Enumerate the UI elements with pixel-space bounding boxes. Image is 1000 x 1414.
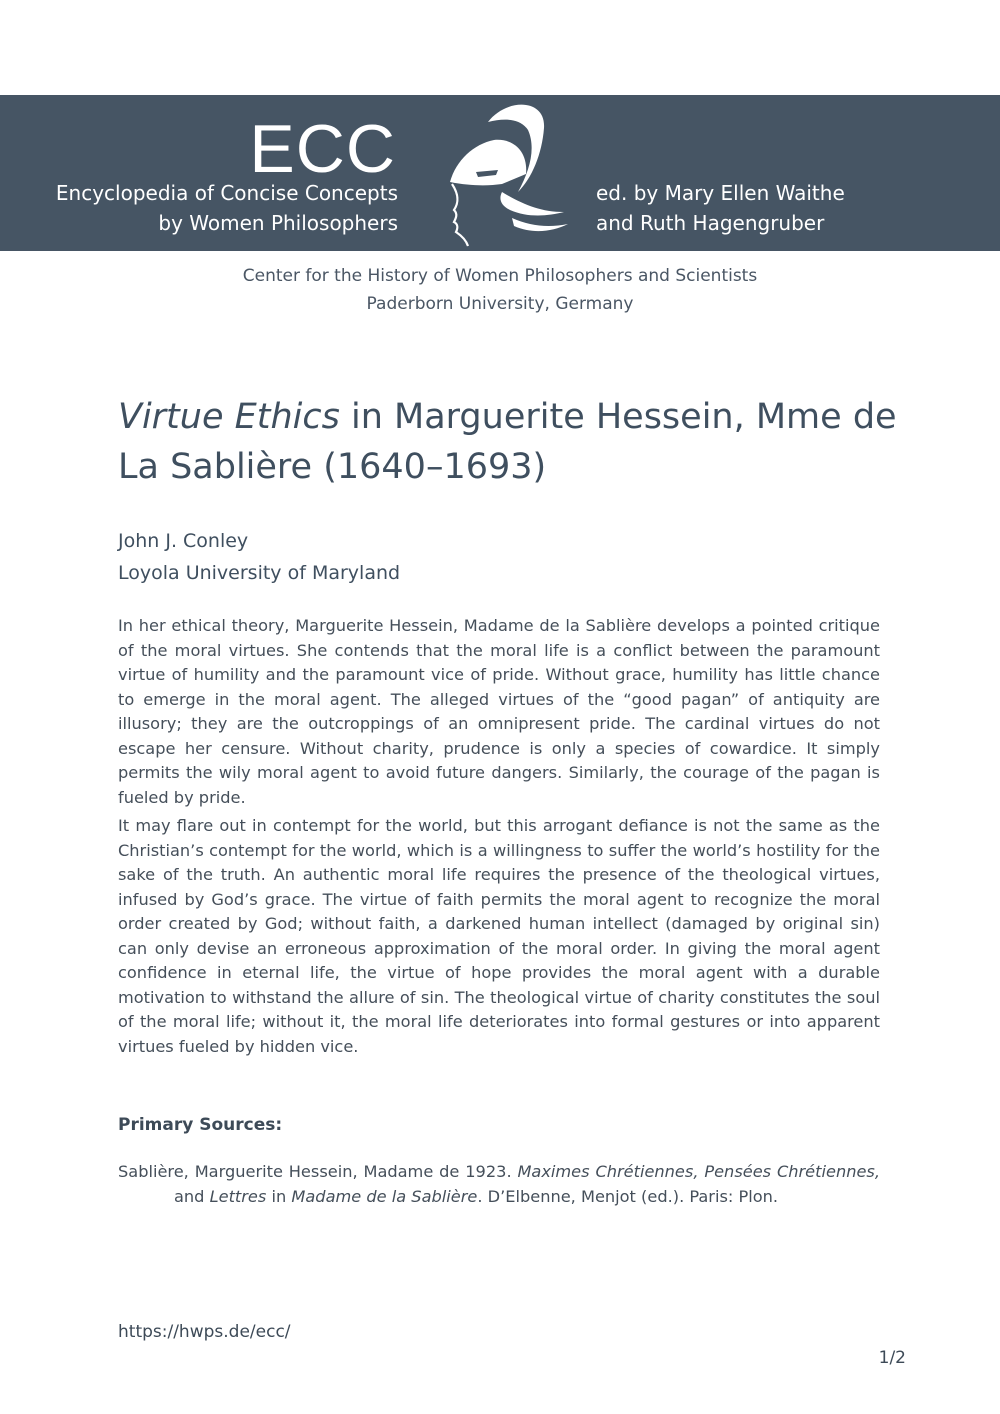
institution-location: Paderborn University, Germany	[366, 294, 634, 314]
page-number: 1/2	[878, 1348, 906, 1368]
editors	[596, 178, 845, 238]
editors-line-2: and Ruth Hagengruber	[596, 211, 825, 235]
title-rest: in Marguerite Hessein, Mme de La Sablière (1640–1693)	[118, 397, 897, 487]
ecc-logo-text: ECC	[249, 111, 396, 187]
subtitle-line-1: Encyclopedia of Concise Concepts	[55, 181, 398, 205]
ref-in: in	[266, 1186, 292, 1206]
body-paragraph-2: It may flare out in contempt for the world, but this arrogant defiance is not the same as the Christian’s contempt for the world, which is a willingness to suffer the world’s hostility for the sake of the truth. An authentic moral life requires the presence of the theological virtues, infused by God’s grace. The virtue of faith permits the moral agent to recognize the moral order created by God; without faith, a darkened human intellect (damaged by original sin) can only devise an erroneous approximation of the moral order. In giving the moral agent confidence in eternal life, the virtue of hope provides the moral agent with a durable motivation to withstand the allure of sin. The theological virtue of charity constitutes the soul of the moral life; without it, the moral life deteriorates into formal gestures or into apparent virtues fueled by hidden vice.	[118, 816, 880, 1056]
ref-and: and	[174, 1186, 210, 1206]
footer-url-link[interactable]: https://hwps.de/ecc/	[118, 1322, 291, 1342]
institution-name: Center for the History of Women Philosophers and Scientists	[242, 266, 758, 286]
ref-author: Sablière, Marguerite Hessein, Madame de 1923.	[118, 1162, 518, 1181]
athena-helmet-icon	[436, 100, 576, 250]
title-italic: Virtue Ethics	[118, 397, 340, 437]
reference-entry	[118, 1160, 880, 1209]
article-title	[118, 392, 898, 492]
encyclopedia-subtitle	[56, 178, 398, 238]
ref-title-1: Maximes Chrétiennes, Pensées Chrétiennes,	[517, 1162, 881, 1181]
ref-title-3: Madame de la Sablière	[291, 1186, 478, 1206]
editors-line-1: ed. by Mary Ellen Waithe	[596, 181, 845, 205]
body-paragraph-1: In her ethical theory, Marguerite Hessein, Madame de la Sablière develops a pointed critique of the moral virtues. She contends that the moral life is a conflict between the paramount virtue of humility and the paramount vice of pride. Without grace, humility has little chance to emerge in the moral agent. The alleged virtues of the “good pagan” of antiquity are illusory; they are the outcroppings of an omnipresent pride. The cardinal virtues do not escape her censure. Without charity, prudence is only a species of cowardice. It simply permits the wily moral agent to avoid future dangers. Similarly, the courage of the pagan is fueled by pride.	[118, 616, 880, 807]
subtitle-line-2: by Women Philosophers	[158, 211, 398, 235]
ref-rest: . D’Elbenne, Menjot (ed.). Paris: Plon.	[477, 1186, 779, 1206]
author-affiliation: Loyola University of Maryland	[118, 562, 401, 584]
author-name: John J. Conley	[118, 530, 249, 552]
header-banner	[0, 95, 1000, 251]
ref-title-2: Lettres	[209, 1186, 267, 1206]
primary-sources-heading: Primary Sources:	[118, 1115, 283, 1135]
